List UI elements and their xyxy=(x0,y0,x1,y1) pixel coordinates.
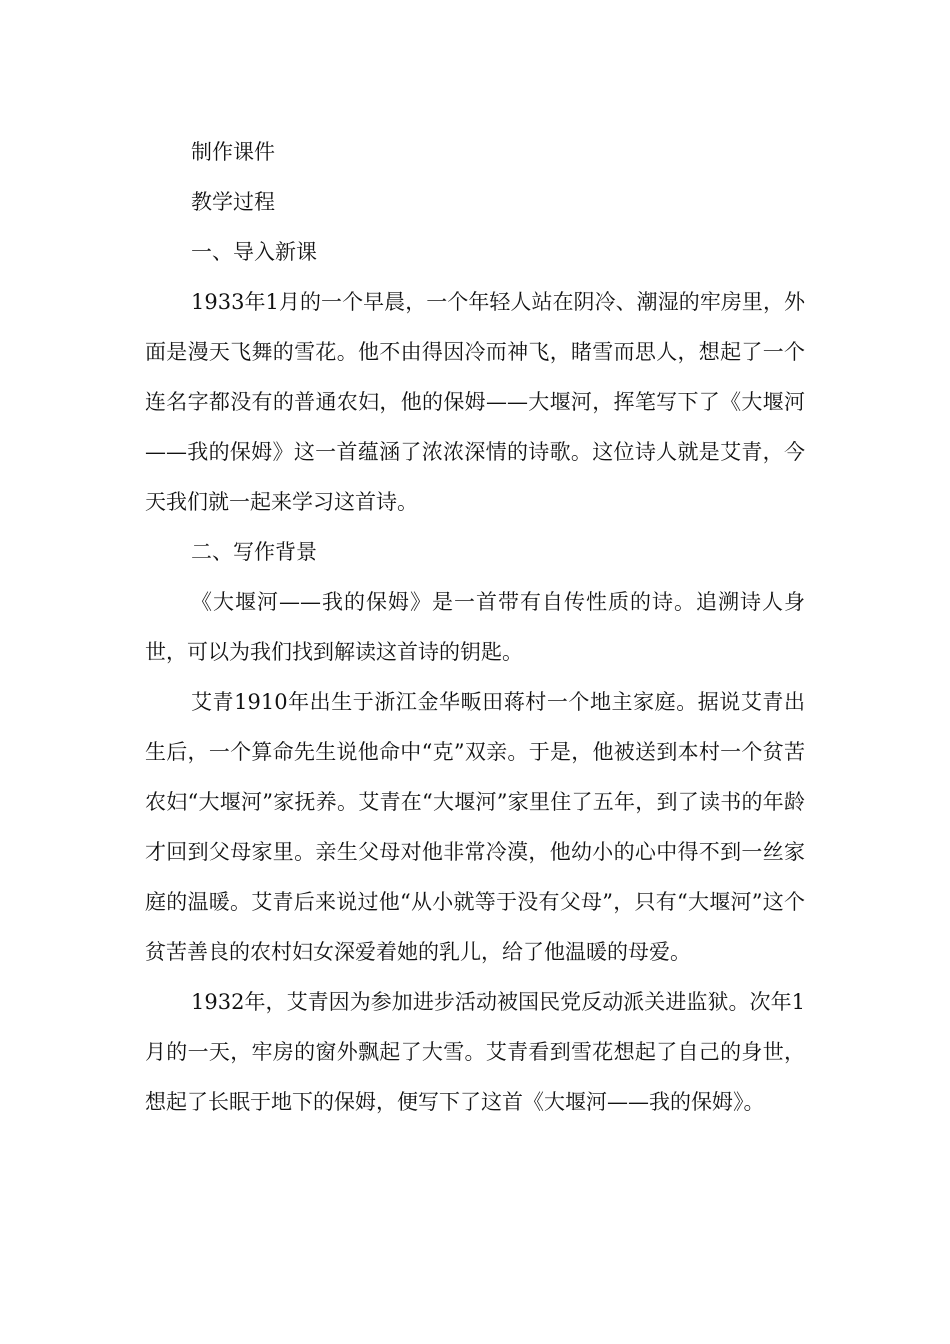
paragraph-background-1: 《大堰河——我的保姆》是一首带有自传性质的诗。追溯诗人身世，可以为我们找到解读这首诗的钥匙。 xyxy=(145,590,805,664)
heading-writing-background: 二、写作背景 xyxy=(191,540,317,564)
paragraph-introduction: 1933年1月的一个早晨，一个年轻人站在阴冷、潮湿的牢房里，外面是漫天飞舞的雪花。他不由得因冷而神飞，睹雪而思人，想起了一个连名字都没有的普通农妇，他的保姆——大堰河，挥笔写下了《大堰河——我的保姆》这一首蕴涵了浓浓深情的诗歌。这位诗人就是艾青，今天我们就一起来学习这首诗。 xyxy=(145,290,805,514)
paragraph-background-3: 1932年，艾青因为参加进步活动被国民党反动派关进监狱。次年1月的一天，牢房的窗外飘起了大雪。艾青看到雪花想起了自己的身世，想起了长眠于地下的保姆，便写下了这首《大堰河——我的保姆》。 xyxy=(145,990,805,1114)
document-body xyxy=(145,127,805,1127)
line-teaching-process: 教学过程 xyxy=(191,190,275,214)
heading-introduction: 一、导入新课 xyxy=(191,240,317,264)
line-make-courseware: 制作课件 xyxy=(191,140,275,164)
paragraph-background-2: 艾青1910年出生于浙江金华畈田蒋村一个地主家庭。据说艾青出生后，一个算命先生说他命中“克”双亲。于是，他被送到本村一个贫苦农妇“大堰河”家抚养。艾青在“大堰河”家里住了五年，到了读书的年龄才回到父母家里。亲生父母对他非常冷漠，他幼小的心中得不到一丝家庭的温暖。艾青后来说过他“从小就等于没有父母”，只有“大堰河”这个贫苦善良的农村妇女深爱着她的乳儿，给了他温暖的母爱。 xyxy=(145,690,805,964)
